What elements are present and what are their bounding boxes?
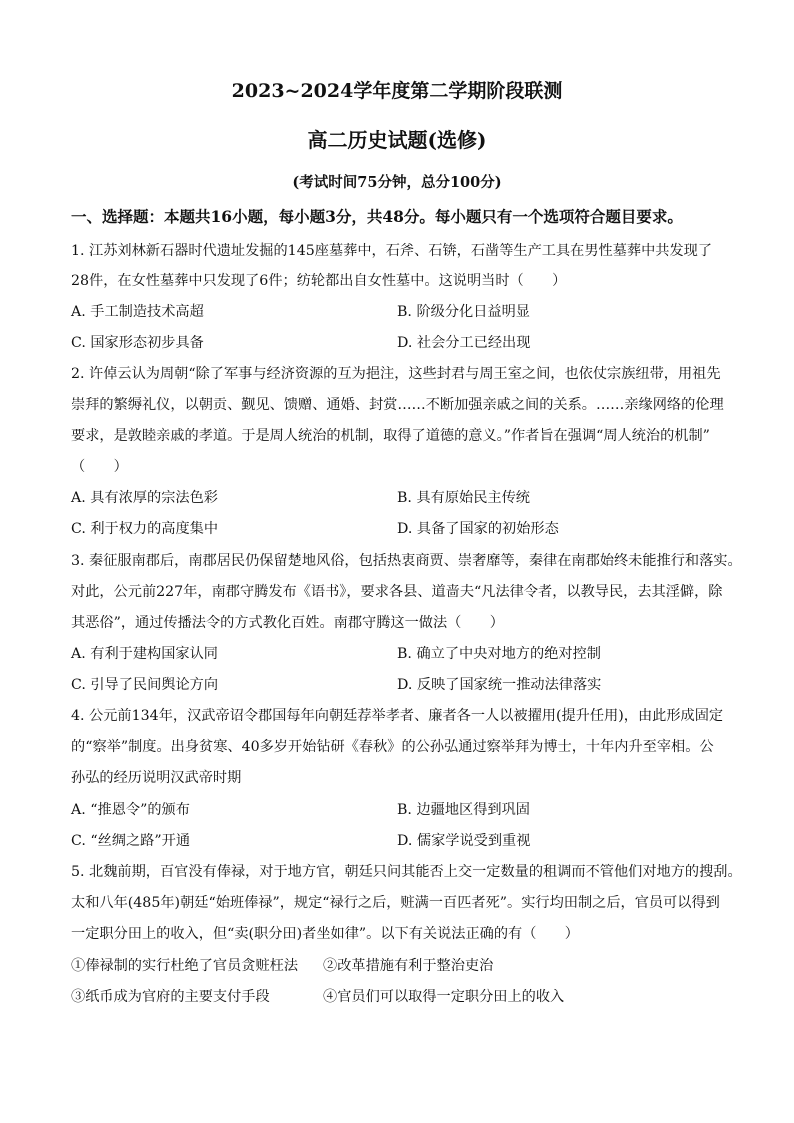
question-2-line-3: 要求，是敦睦亲戚的孝道。于是周人统治的机制，取得了道德的意义。”作者旨在强调“周人统治的机制” [71,428,710,444]
exam-subtitle: 高二历史试题(选修) [307,128,487,152]
question-5-statement-4: ④官员们可以取得一定职分田上的收入 [323,989,565,1005]
question-2-option-a: A. 具有浓厚的宗法色彩 [71,490,218,506]
question-2-line-4: （ ） [71,459,128,475]
exam-title: 2023~2024学年度第二学期阶段联测 [231,80,563,102]
question-3-option-d: D. 反映了国家统一推动法律落实 [397,677,602,693]
section-heading: 一、选择题：本题共16小题，每小题3分，共48分。每小题只有一个选项符合题目要求。 [71,207,683,226]
question-2-line-2: 崇拜的繁缛礼仪，以朝贡、觐见、馈赠、通婚、封赏……不断加强亲戚之间的关系。……亲缘网络的伦理 [71,397,724,413]
question-1-option-c: C. 国家形态初步具备 [71,335,204,351]
question-5-statement-1: ①俸禄制的实行杜绝了官员贪赃枉法 [71,958,299,974]
question-3-line-1: 3. 秦征服南郡后，南郡居民仍保留楚地风俗，包括热衷商贾、崇奢靡等，秦律在南郡始终未能推行和落实。 [71,553,742,569]
question-3-line-3: 其恶俗”，通过传播法令的方式教化百姓。南郡守腾这一做法（ ） [71,615,504,631]
question-1-line-2: 28件，在女性墓葬中只发现了6件；纺轮都出自女性墓中。这说明当时（ ） [71,273,567,289]
question-5-line-2: 太和八年(485年)朝廷“始班俸禄”，规定“禄行之后，赃满一百匹者死”。实行均田制之后，官员可以得到 [71,895,720,911]
question-5-line-3: 一定职分田上的收入，但“卖(职分田)者坐如律”。以下有关说法正确的有（ ） [71,926,579,942]
question-5-statement-3: ③纸币成为官府的主要支付手段 [71,989,270,1005]
question-4-option-d: D. 儒家学说受到重视 [397,833,531,849]
question-5-line-1: 5. 北魏前期，百官没有俸禄，对于地方官，朝廷只问其能否上交一定数量的租调而不管他们对地方的搜刮。 [71,864,742,880]
question-2-option-d: D. 具备了国家的初始形态 [397,521,559,537]
question-4-line-1: 4. 公元前134年，汉武帝诏令郡国每年向朝廷荐举孝者、廉者各一人以被擢用(提升任用)，由此形成固定 [71,708,724,724]
question-1-option-a: A. 手工制造技术高超 [71,304,204,320]
question-5-statement-2: ②改革措施有利于整治吏治 [323,958,494,974]
question-1-option-d: D. 社会分工已经出现 [397,335,531,351]
question-3-option-b: B. 确立了中央对地方的绝对控制 [397,646,601,662]
question-4-line-2: 的“察举”制度。出身贫寒、40多岁开始钻研《春秋》的公孙弘通过察举拜为博士，十年内升至宰相。公 [71,739,714,755]
question-4-option-b: B. 边疆地区得到巩固 [397,802,530,818]
question-2-line-1: 2. 许倬云认为周朝“除了军事与经济资源的互为挹注，这些封君与周王室之间，也依仗宗族纽带，用祖先 [71,366,721,382]
question-3-option-a: A. 有利于建构国家认同 [71,646,218,662]
question-2-option-c: C. 利于权力的高度集中 [71,521,219,537]
question-2-option-b: B. 具有原始民主传统 [397,490,530,506]
question-3-line-2: 对此，公元前227年，南郡守腾发布《语书》，要求各县、道啬夫“凡法律令者，以教导民，去其淫僻，除 [71,584,723,600]
question-4-option-c: C. “丝绸之路”开通 [71,833,191,849]
question-4-line-3: 孙弘的经历说明汉武帝时期 [71,770,242,786]
question-3-option-c: C. 引导了民间舆论方向 [71,677,219,693]
question-4-option-a: A. “推恩令”的颁布 [71,802,190,818]
question-1-option-b: B. 阶级分化日益明显 [397,304,530,320]
exam-info: (考试时间75分钟，总分100分) [292,174,502,191]
question-1-line-1: 1. 江苏刘林新石器时代遗址发掘的145座墓葬中，石斧、石锛，石凿等生产工具在男性墓葬中共发现了 [71,243,713,259]
